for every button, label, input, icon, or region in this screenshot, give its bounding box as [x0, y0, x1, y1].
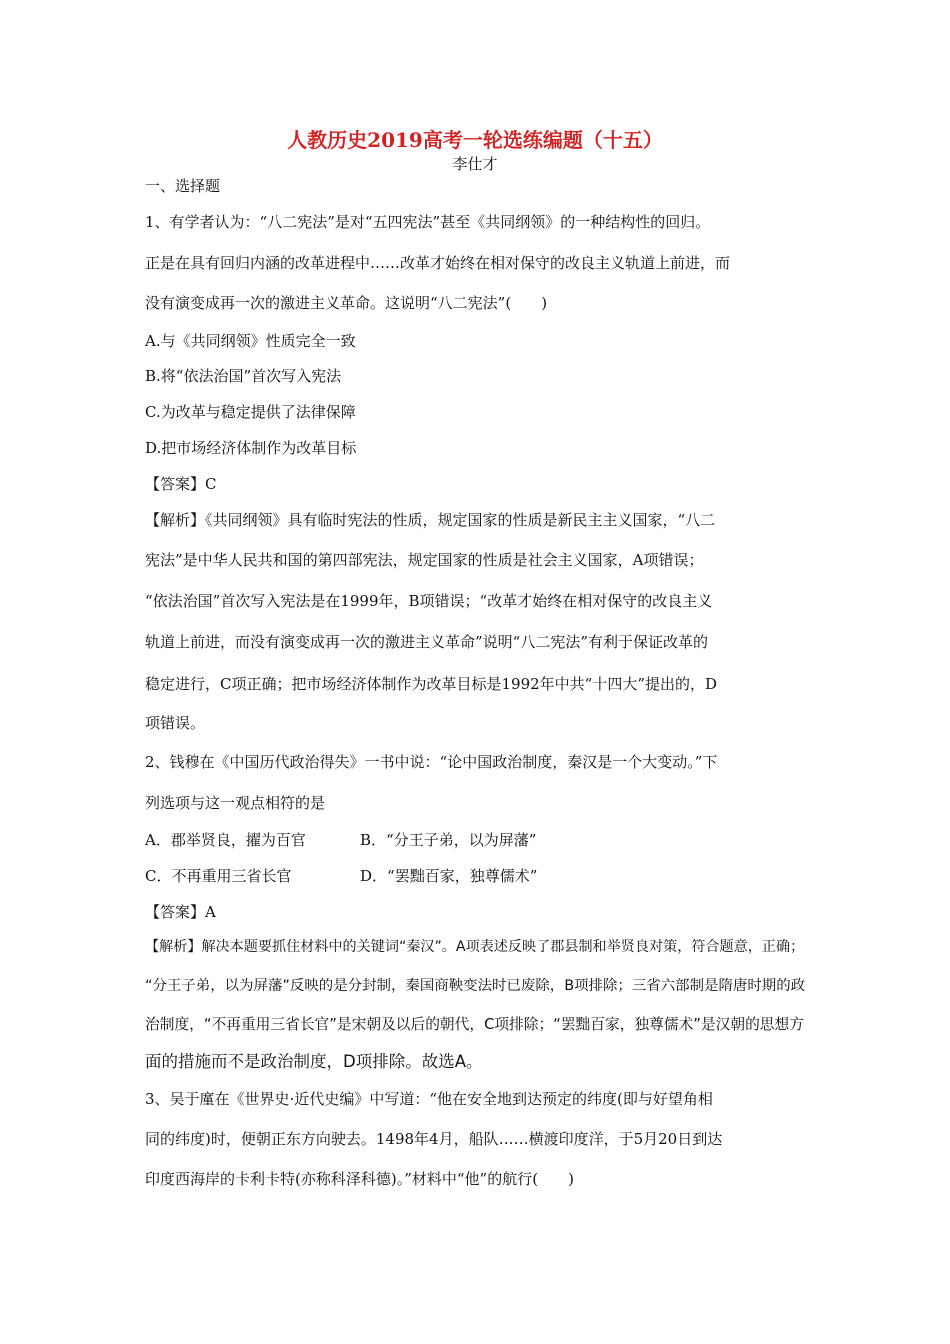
q2-analysis-line: 【解析】解决本题要抓住材料中的关键词“秦汉”。A项表述反映了郡县制和举贤良对策，符合题意，正确；	[145, 939, 805, 955]
q2-analysis-line: “分王子弟，以为屏藩”反映的是分封制，秦国商鞅变法时已废除，B项排除；三省六部制是隋唐时期的政	[145, 978, 806, 994]
document-author: 李仕才	[452, 155, 498, 173]
q2-option-d: D．“罢黜百家，独尊儒术”	[360, 867, 538, 885]
q2-analysis-line: 治制度，“不再重用三省长官”是宋朝及以后的朝代，C项排除；“罢黜百家，独尊儒术”是汉朝的思想方	[145, 1016, 804, 1033]
q1-analysis-line: 轨道上前进，而没有演变成再一次的激进主义革命”说明“八二宪法”有利于保证改革的	[145, 633, 709, 651]
q2-answer: 【答案】A	[145, 903, 216, 921]
q2-option-a: A．郡举贤良，擢为百官	[145, 831, 306, 849]
q1-analysis-line: 稳定进行，C项正确；把市场经济体制作为改革目标是1992年中共“十四大”提出的，D	[145, 675, 718, 693]
q1-stem-line: 正是在具有回归内涵的改革进程中……改革才始终在相对保守的改良主义轨道上前进，而	[145, 254, 731, 272]
document-title: 人教历史2019高考一轮选练编题（十五）	[287, 128, 663, 152]
q1-option-a: A.与《共同纲领》性质完全一致	[145, 332, 356, 350]
q2-options-row	[145, 830, 537, 850]
q2-option-c: C．不再重用三省长官	[145, 867, 292, 885]
q1-stem-line: 1、有学者认为：“八二宪法”是对“五四宪法”甚至《共同纲领》的一种结构性的回归。	[145, 213, 711, 231]
q2-stem-line: 2、钱穆在《中国历代政治得失》一书中说：“论中国政治制度，秦汉是一个大变动。”下	[145, 753, 718, 771]
q1-answer: 【答案】C	[145, 475, 217, 493]
q2-option-b: B．“分王子弟，以为屏藩”	[360, 831, 537, 849]
q3-stem-line: 同的纬度)时，便朝正东方向驶去。1498年4月，船队……横渡印度洋，于5月20日到达	[145, 1130, 723, 1148]
q1-option-b: B.将“依法治国”首次写入宪法	[145, 367, 342, 385]
q3-stem-line: 3、吴于廑在《世界史·近代史编》中写道：“他在安全地到达预定的纬度(即与好望角相	[145, 1090, 713, 1108]
q2-stem-line: 列选项与这一观点相符的是	[145, 794, 326, 812]
section-heading: 一、选择题	[145, 177, 221, 195]
q1-option-d: D.把市场经济体制作为改革目标	[145, 439, 357, 457]
q2-options-row	[145, 866, 538, 886]
q1-analysis-line: “依法治国”首次写入宪法是在1999年，B项错误；“改革才始终在相对保守的改良主义	[145, 592, 713, 610]
q1-analysis-line: 【解析】《共同纲领》具有临时宪法的性质，规定国家的性质是新民主主义国家，“八二	[145, 511, 716, 529]
q1-analysis-line: 项错误。	[145, 714, 206, 732]
q1-analysis-line: 宪法”是中华人民共和国的第四部宪法，规定国家的性质是社会主义国家，A项错误；	[145, 551, 704, 569]
q2-analysis-line: 面的措施而不是政治制度，D项排除。故选A。	[145, 1052, 483, 1071]
q1-stem-line: 没有演变成再一次的激进主义革命。这说明“八二宪法”( )	[145, 294, 548, 312]
q3-stem-line: 印度西海岸的卡利卡特(亦称科泽科德)。”材料中“他”的航行( )	[145, 1170, 574, 1188]
q1-option-c: C.为改革与稳定提供了法律保障	[145, 403, 356, 421]
